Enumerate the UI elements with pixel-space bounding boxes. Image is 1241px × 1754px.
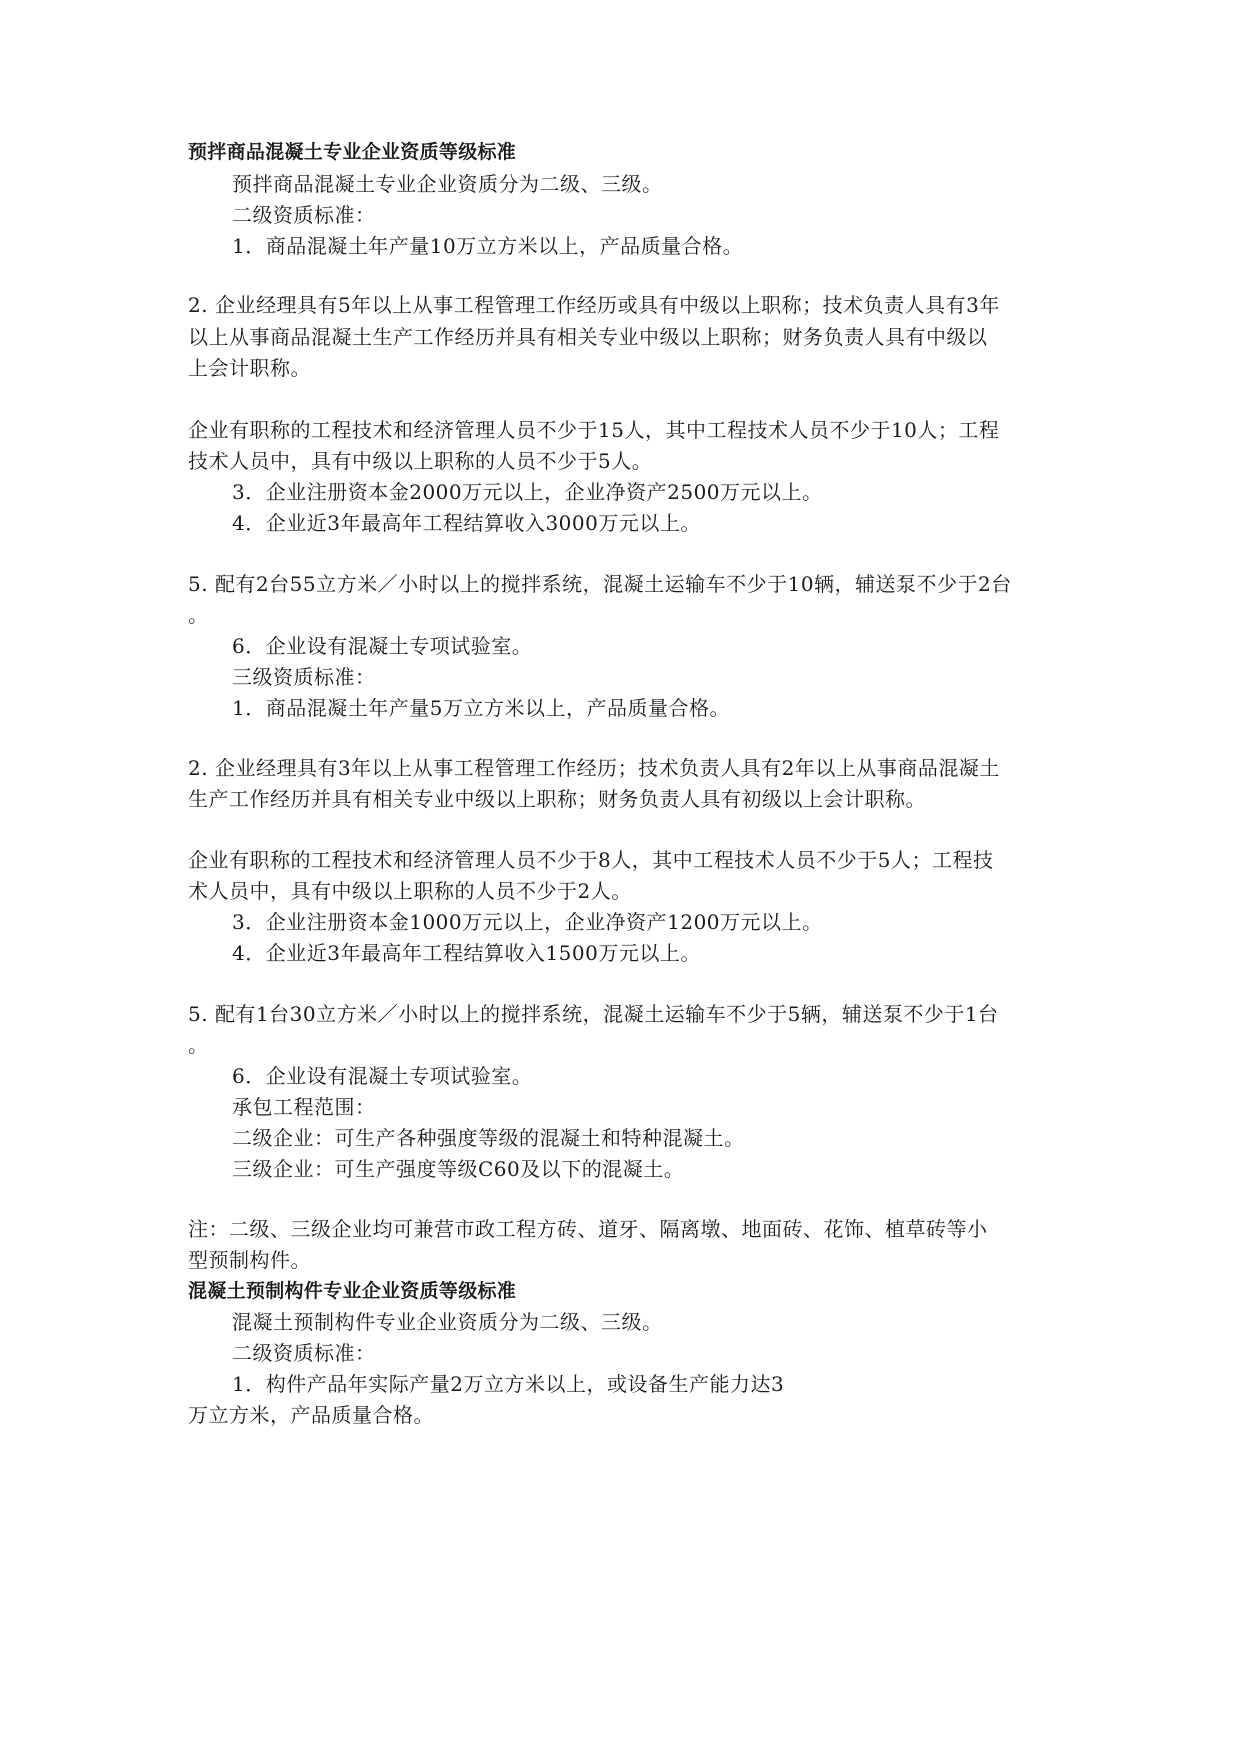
scope-title: 承包工程范围： bbox=[232, 1095, 376, 1119]
level2-title: 二级资质标准： bbox=[232, 1341, 376, 1365]
scope-level2: 二级企业：可生产各种强度等级的混凝土和特种混凝土。 bbox=[232, 1126, 745, 1150]
level3-item-3: 3．企业注册资本金1000万元以上，企业净资产1200万元以上。 bbox=[232, 910, 823, 934]
level2-item-5-line: 。 bbox=[188, 603, 209, 627]
level3-item-1: 1．商品混凝土年产量5万立方米以上，产品质量合格。 bbox=[232, 696, 730, 720]
level2-item-5-line: 5. 配有2台55立方米／小时以上的搅拌系统，混凝土运输车不少于10辆，辅送泵不少于2台 bbox=[188, 572, 1012, 596]
section-intro: 预拌商品混凝土专业企业资质分为二级、三级。 bbox=[232, 172, 663, 196]
scope-level3: 三级企业：可生产强度等级C60及以下的混凝土。 bbox=[232, 1157, 685, 1181]
precast-level2-item-1-line: 万立方米，产品质量合格。 bbox=[188, 1403, 434, 1427]
note-line: 注：二级、三级企业均可兼营市政工程方砖、道牙、隔离墩、地面砖、花饰、植草砖等小 bbox=[188, 1217, 988, 1241]
level3-item-2-line: 生产工作经历并具有相关专业中级以上职称；财务负责人具有初级以上会计职称。 bbox=[188, 787, 926, 811]
level2-item-2-line: 2. 企业经理具有5年以上从事工程管理工作经历或具有中级以上职称；技术负责人具有3年 bbox=[188, 293, 1000, 317]
section-heading-precast: 混凝土预制构件专业企业资质等级标准 bbox=[188, 1280, 517, 1302]
level2-staff-line: 企业有职称的工程技术和经济管理人员不少于15人，其中工程技术人员不少于10人；工程 bbox=[188, 418, 1000, 442]
note-line: 型预制构件。 bbox=[188, 1248, 311, 1272]
level2-title: 二级资质标准： bbox=[232, 203, 376, 227]
level3-item-6: 6．企业设有混凝土专项试验室。 bbox=[232, 1064, 533, 1088]
level3-item-2-line: 2. 企业经理具有3年以上从事工程管理工作经历；技术负责人具有2年以上从事商品混凝土 bbox=[188, 756, 1000, 780]
section-intro: 混凝土预制构件专业企业资质分为二级、三级。 bbox=[232, 1310, 663, 1334]
precast-level2-item-1-line: 1．构件产品年实际产量2万立方米以上，或设备生产能力达3 bbox=[232, 1372, 785, 1396]
level2-item-2-line: 上会计职称。 bbox=[188, 356, 311, 380]
level3-staff-line: 术人员中，具有中级以上职称的人员不少于2人。 bbox=[188, 879, 632, 903]
section-heading-ready-mix: 预拌商品混凝土专业企业资质等级标准 bbox=[188, 141, 517, 163]
level2-staff-line: 技术人员中，具有中级以上职称的人员不少于5人。 bbox=[188, 449, 653, 473]
level2-item-2-line: 以上从事商品混凝土生产工作经历并具有相关专业中级以上职称；财务负责人具有中级以 bbox=[188, 325, 988, 349]
level3-item-5-line: 5. 配有1台30立方米／小时以上的搅拌系统，混凝土运输车不少于5辆，辅送泵不少于1台 bbox=[188, 1002, 999, 1026]
level2-item-6: 6．企业设有混凝土专项试验室。 bbox=[232, 634, 533, 658]
level2-item-1: 1．商品混凝土年产量10万立方米以上，产品质量合格。 bbox=[232, 234, 744, 258]
level3-staff-line: 企业有职称的工程技术和经济管理人员不少于8人，其中工程技术人员不少于5人；工程技 bbox=[188, 848, 994, 872]
level3-item-5-line: 。 bbox=[188, 1033, 209, 1057]
level2-item-4: 4．企业近3年最高年工程结算收入3000万元以上。 bbox=[232, 511, 701, 535]
level2-item-3: 3．企业注册资本金2000万元以上，企业净资产2500万元以上。 bbox=[232, 480, 823, 504]
level3-title: 三级资质标准： bbox=[232, 665, 376, 689]
level3-item-4: 4．企业近3年最高年工程结算收入1500万元以上。 bbox=[232, 941, 701, 965]
